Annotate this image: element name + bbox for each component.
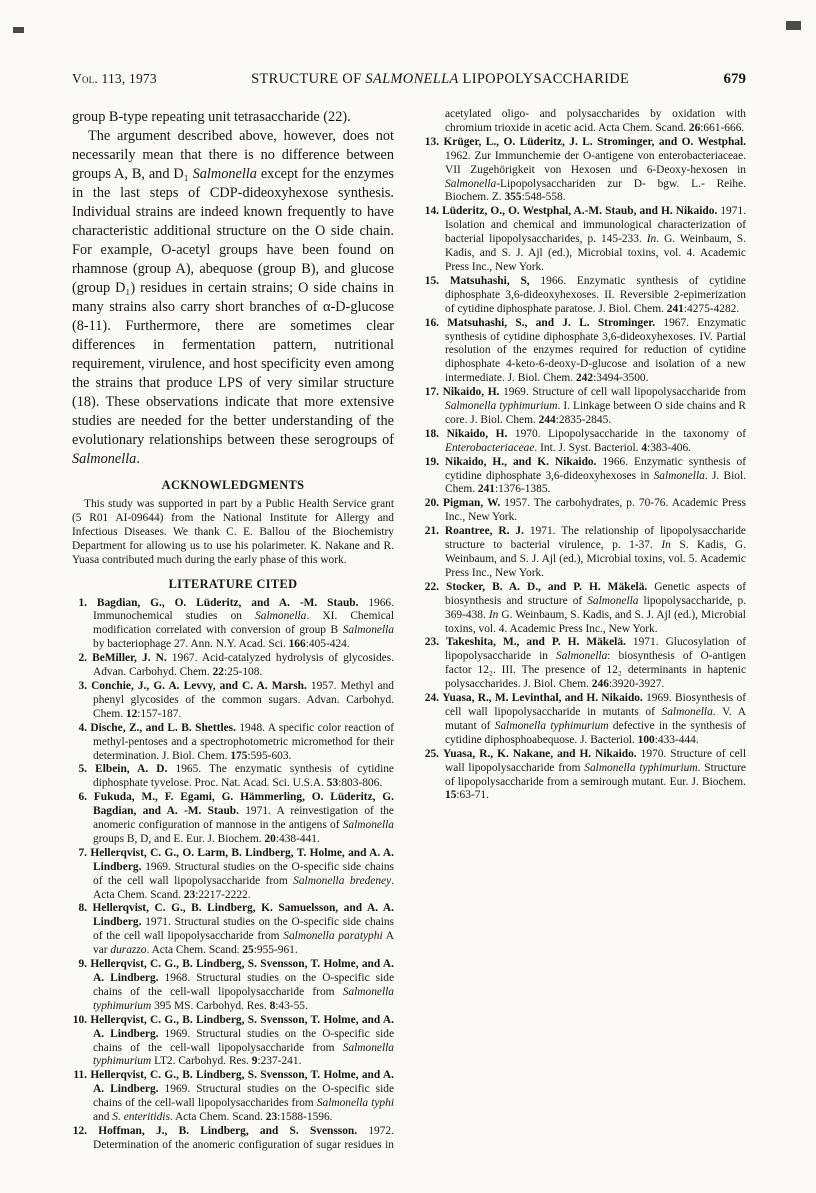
reference-item: 18. Nikaido, H. 1970. Lipopolysaccharide in the taxonomy of Enterobacteriaceae. Int. J. Syst. Bacteriol. 4:383-406. bbox=[424, 427, 746, 454]
reference-number: 22. bbox=[424, 580, 439, 593]
acknowledgments-heading: ACKNOWLEDGMENTS bbox=[161, 478, 305, 492]
reference-number: 11. bbox=[73, 1069, 87, 1082]
reference-item: 14. Lüderitz, O., O. Westphal, A.-M. Staub, and H. Nikaido. 1971. Isolation and chemical and immunological characterization of bacterial lipopolysaccharides, p. 145-233. In. G. Weinbaum, S. Kadis, and S. J. Ajl (ed.), Microbial toxins, vol. 4. Academic Press Inc., New York. bbox=[424, 205, 746, 273]
reference-number: 17. bbox=[424, 386, 439, 399]
reference-item: 23. Takeshita, M., and P. H. Mäkelä. 1971. Glucosylation of lipopolysaccharide in Salmonella: biosynthesis of O-antigen factor 12₂. III. The presence of 12₂ determinants in haptenic polysaccharides. J. Biol. Chem. 246:3920-3927. bbox=[424, 636, 746, 691]
reference-number: 12. bbox=[72, 1124, 87, 1137]
reference-item: 9. Hellerqvist, C. G., B. Lindberg, S. Svensson, T. Holme, and A. A. Lindberg. 1968. Structural studies on the O-specific side chains of the cell-wall lipopolysaccharide from Salmonella typhimurium 395 MS. Carbohyd. Res. 8:43-55. bbox=[72, 958, 394, 1014]
reference-item: 12. Hoffman, J., B. Lindberg, and S. Svensson. 1972. Determination of the anomeric configuration of sugar residues in acetylated oligo- and polysaccharides by oxidation with chromium trioxide in acetic acid. Acta Chem. Scand. 26:661-666. bbox=[72, 108, 746, 1151]
acknowledgments-text: This study was supported in part by a Public Health Service grant (5 R01 AI-09644) from the National Institute for Allergy and Infectious Diseases. We thank C. E. Ballou of the Biochemistry Department for allowing us to use his polarimeter. K. Nakane and R. Yuasa contributed much during the early phase of this work. bbox=[72, 498, 394, 566]
article-content bbox=[72, 108, 746, 1158]
body-paragraphs bbox=[72, 108, 394, 469]
scan-artifact-left bbox=[13, 27, 24, 33]
body-paragraph: group B-type repeating unit tetrasaccharide (22). bbox=[72, 109, 351, 125]
reference-number: 20. bbox=[424, 497, 439, 510]
reference-item: 20. Pigman, W. 1957. The carbohydrates, p. 70-76. Academic Press Inc., New York. bbox=[424, 497, 746, 524]
reference-number: 15. bbox=[424, 274, 439, 287]
reference-number: 18. bbox=[424, 427, 439, 440]
reference-number: 16. bbox=[424, 316, 439, 329]
reference-number: 24. bbox=[424, 692, 439, 705]
reference-item: 8. Hellerqvist, C. G., B. Lindberg, K. Samuelsson, and A. A. Lindberg. 1971. Structural studies on the O-specific side chains of the cell wall lipopolysaccharide from Salmonella paratyphi A var durazzo. Acta Chem. Scand. 25:955-961. bbox=[72, 902, 394, 958]
reference-item: 17. Nikaido, H. 1969. Structure of cell wall lipopolysaccharide from Salmonella typhimurium. I. Linkage between O side chains and R core. J. Biol. Chem. 244:2835-2845. bbox=[424, 386, 746, 426]
body-paragraph: The argument described above, however, does not necessarily mean that there is no difference between groups A, B, and D₁ Salmonella except for the enzymes in the last steps of CDP-dideoxyhexose synthesis. Individual strains are indeed known frequently to have characteristic additional structure on the O side chain. For example, O-acetyl groups have been found on rhamnose (group A), abequose (group B), and glucose (group D₁) residues in certain strains; O side chains in many strains also carry short branches of α-D-glucose (8-11). Furthermore, there are sometimes clear differences in fermentation pattern, nutritional requirement, virulence, and host specificity even among the strains that produce LPS of very similar structure (18). These observations indicate that more extensive studies are needed for the better understanding of the evolutionary relationships between these serogroups of Salmonella. bbox=[72, 128, 394, 467]
reference-item: 21. Roantree, R. J. 1971. The relationship of lipopolysaccharide structure to bacterial virulence, p. 1-37. In S. Kadis, G. Weinbaum, and S. J. Ajl (ed.), Microbial toxins, vol. 5. Academic Press Inc., New York. bbox=[424, 525, 746, 579]
reference-number: 1. bbox=[78, 596, 87, 609]
page-number: 679 bbox=[723, 71, 746, 87]
volume-issue-label: Vol. 113, 1973 bbox=[72, 71, 157, 86]
reference-number: 21. bbox=[424, 525, 439, 538]
reference-number: 6. bbox=[78, 791, 87, 804]
literature-cited-heading: LITERATURE CITED bbox=[168, 576, 298, 591]
reference-item: 16. Matsuhashi, S., and J. L. Strominger. 1967. Enzymatic synthesis of cytidine diphosphate 3,6-dideoxyhexoses. IV. Partial resolution of the enzymes required for reduction of cytidine diphosphate 4-keto-6-deoxy-D-glucose and isolation of a new intermediate. J. Biol. Chem. 242:3494-3500. bbox=[424, 316, 746, 385]
running-title: STRUCTURE OF SALMONELLA LIPOPOLYSACCHARIDE bbox=[251, 71, 630, 87]
reference-item: 5. Elbein, A. D. 1965. The enzymatic synthesis of cytidine diphosphate tyvelose. Proc. Nat. Acad. Sci. U.S.A. 53:803-806. bbox=[72, 763, 394, 791]
reference-number: 25. bbox=[424, 747, 439, 760]
reference-number: 7. bbox=[78, 846, 87, 859]
reference-number: 5. bbox=[78, 763, 87, 776]
reference-item: 3. Conchie, J., G. A. Levvy, and C. A. Marsh. 1957. Methyl and phenyl glycosides of the common sugars. Advan. Carbohyd. Chem. 12:157-187. bbox=[72, 680, 394, 722]
reference-item: 6. Fukuda, M., F. Egami, G. Hämmerling, O. Lüderitz, G. Bagdian, and A. -M. Staub. 1971. A reinvestigation of the anomeric configuration of mannose in the antigens of Salmonella groups B, D, and E. Eur. J. Biochem. 20:438-441. bbox=[72, 791, 394, 847]
page-header bbox=[72, 71, 746, 88]
reference-number: 10. bbox=[72, 1013, 87, 1026]
reference-number: 3. bbox=[78, 679, 87, 692]
reference-item: 25. Yuasa, R., K. Nakane, and H. Nikaido. 1970. Structure of cell wall lipopolysaccharide from Salmonella typhimurium. Structure of lipopolysaccharide from a semirough mutant. Eur. J. Biochem. 15:63-71. bbox=[424, 747, 746, 802]
reference-item: 1. Bagdian, G., O. Lüderitz, and A. -M. Staub. 1966. Immunochemical studies on Salmonella. XI. Chemical modification correlated with conversion of group B Salmonella by bacteriophage 27. Ann. N.Y. Acad. Sci. 166:405-424. bbox=[72, 597, 394, 653]
reference-item: 13. Krüger, L., O. Lüderitz, J. L. Strominger, and O. Westphal. 1962. Zur Immunchemie der O-antigene von enterobacteriaceae. VII Zugehörigkeit von Hexosen und 6-Deoxy-hexosen in Salmonella-Lipopolysacchariden zur D- bgw. L.- Reihe. Biochem. Z. 355:548-558. bbox=[424, 135, 746, 204]
reference-number: 14. bbox=[424, 205, 439, 218]
reference-number: 23. bbox=[424, 636, 439, 649]
reference-item: 4. Dische, Z., and L. B. Shettles. 1948. A specific color reaction of methyl-pentoses and a spectrophotometric micromethod for their determination. J. Biol. Chem. 175:595-603. bbox=[72, 722, 394, 764]
reference-number: 13. bbox=[424, 135, 439, 148]
reference-number: 19. bbox=[424, 455, 439, 468]
reference-number: 8. bbox=[78, 902, 87, 915]
reference-item: 2. BeMiller, J. N. 1967. Acid-catalyzed hydrolysis of glycosides. Advan. Carbohyd. Chem. 22:25-108. bbox=[72, 652, 394, 680]
reference-item: 22. Stocker, B. A. D., and P. H. Mäkelä. Genetic aspects of biosynthesis and structure of Salmonella lipopolysaccharide, p. 369-438. In G. Weinbaum, S. Kadis, and S. J. Ajl (ed.), Microbial toxins, vol. 4. Academic Press Inc., New York. bbox=[424, 580, 746, 635]
reference-item: 15. Matsuhashi, S, 1966. Enzymatic synthesis of cytidine diphosphate 3,6-dideoxyhexoses. II. Reversible 2-epimerization of cytidine diphosphate paratose. J. Biol. Chem. 241:4275-4282. bbox=[424, 274, 746, 315]
reference-item: 10. Hellerqvist, C. G., B. Lindberg, S. Svensson, T. Holme, and A. A. Lindberg. 1969. Structural studies on the O-specific side chains of the cell-wall lipopolysaccharide from Salmonella typhimurium LT2. Carbohyd. Res. 9:237-241. bbox=[72, 1013, 395, 1068]
reference-item: 7. Hellerqvist, C. G., O. Larm, B. Lindberg, T. Holme, and A. A. Lindberg. 1969. Structural studies on the O-specific side chains of the cell wall lipopolysaccharide from Salmonella bredeney. Acta Chem. Scand. 23:2217-2222. bbox=[72, 847, 394, 903]
reference-number: 2. bbox=[78, 652, 87, 665]
reference-number: 4. bbox=[78, 721, 87, 734]
reference-number: 9. bbox=[78, 958, 87, 971]
reference-item: 24. Yuasa, R., M. Levinthal, and H. Nikaido. 1969. Biosynthesis of cell wall lipopolysaccharide in mutants of Salmonella. V. A mutant of Salmonella typhimurium defective in the synthesis of cytidine diphosphoabequose. J. Bacteriol. 100:433-444. bbox=[424, 692, 746, 746]
reference-item: 11. Hellerqvist, C. G., B. Lindberg, S. Svensson, T. Holme, and A. A. Lindberg. 1969. Structural studies on the O-specific side chains of the cell-wall lipopolysaccharides from Salmonella typhi and S. enteritidis. Acta Chem. Scand. 23:1588-1596. bbox=[73, 1069, 395, 1124]
reference-item: 19. Nikaido, H., and K. Nikaido. 1966. Enzymatic synthesis of cytidine diphosphate 3,6-dideoxyhexoses in Salmonella. J. Biol. Chem. 241:1376-1385. bbox=[424, 455, 746, 496]
scan-artifact-right bbox=[786, 21, 801, 30]
